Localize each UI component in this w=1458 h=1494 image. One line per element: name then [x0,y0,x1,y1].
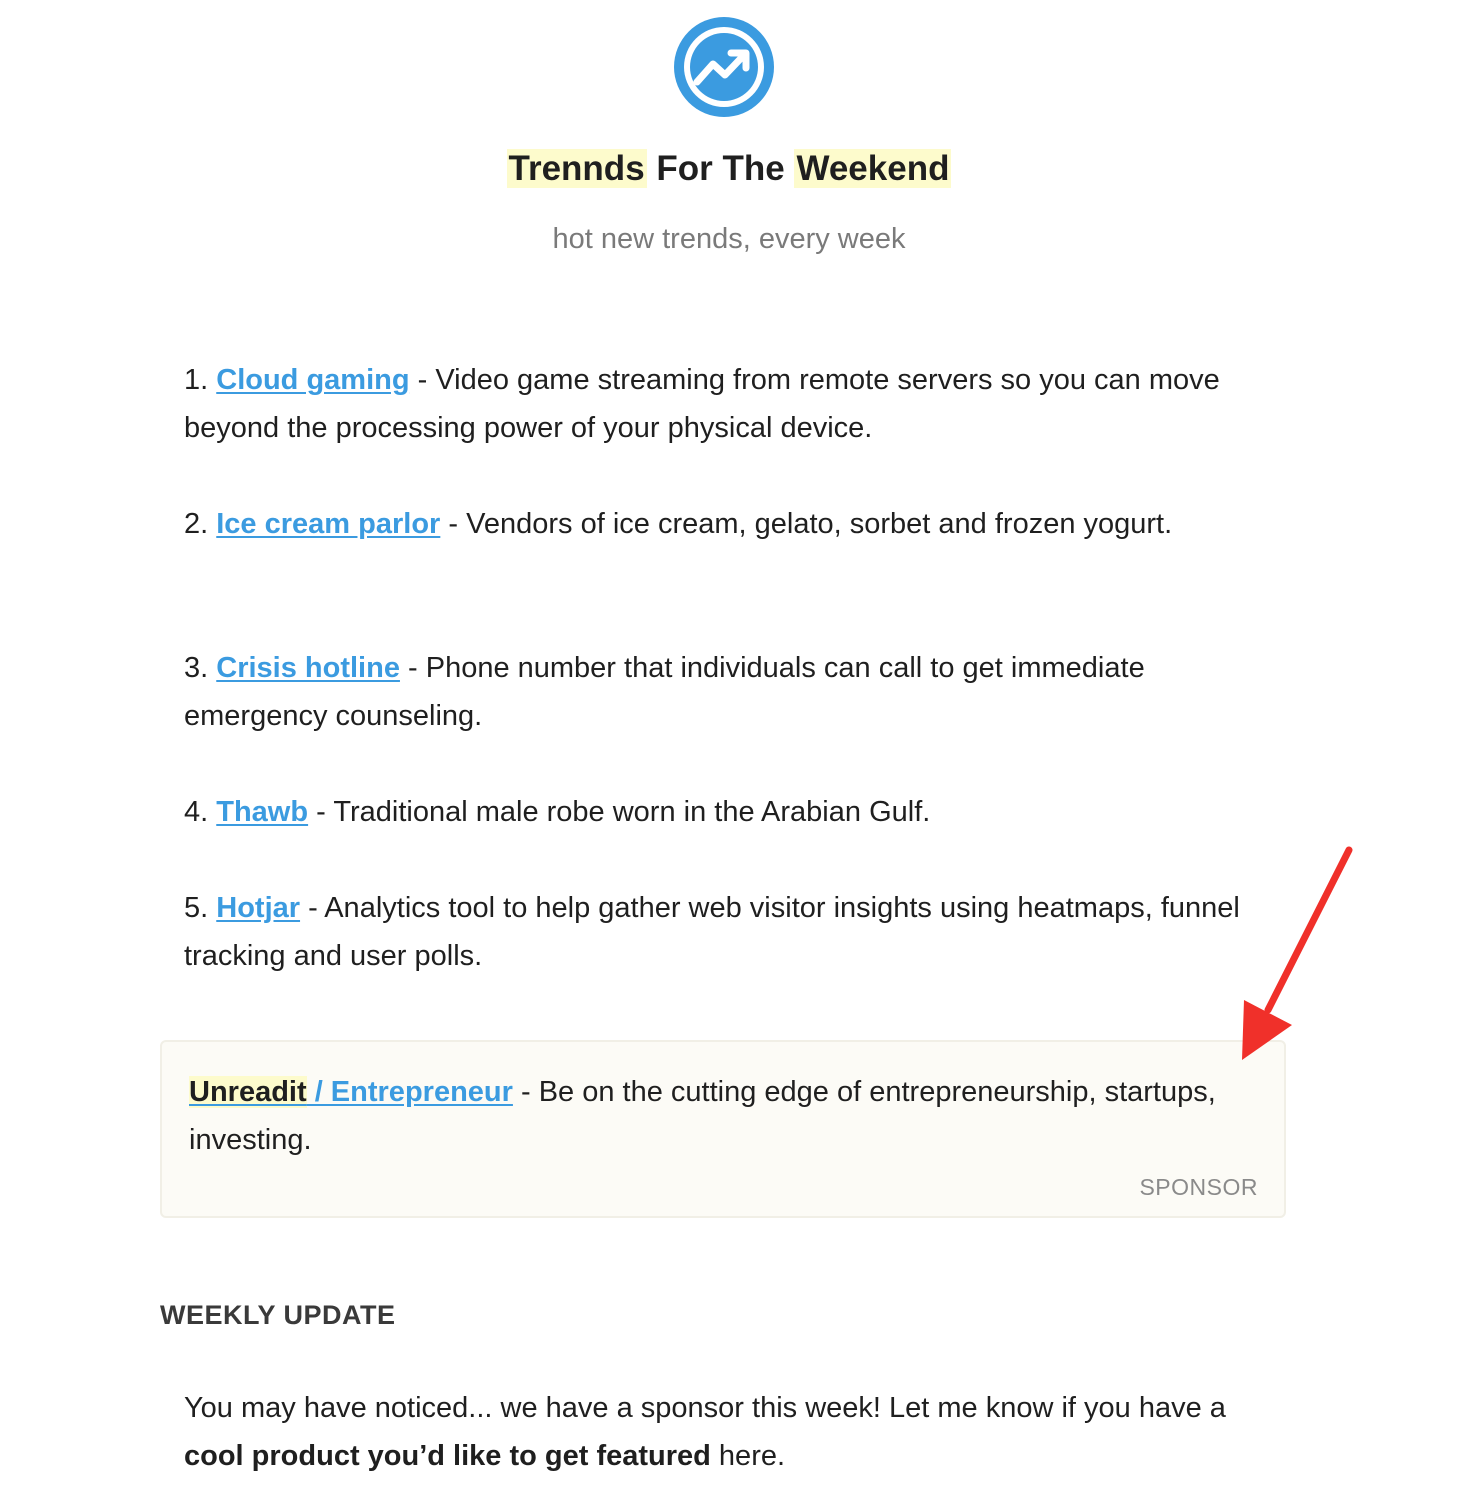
trending-up-icon [673,16,775,118]
trend-item [184,356,1274,452]
sponsor-label: SPONSOR [1139,1174,1258,1200]
trend-number: 1. [184,364,209,396]
newsletter-subtitle: hot new trends, every week [552,223,906,255]
sponsor-link[interactable] [189,1076,513,1108]
trend-item [184,500,1274,548]
trend-link-ice-cream-parlor[interactable]: Ice cream parlor [216,508,441,540]
sponsor-topic: / Entrepreneur [306,1076,513,1108]
title-highlight-trennds: Trennds [508,149,645,188]
sponsor-brand: Unreadit [189,1076,307,1108]
section-heading-weekly-update: WEEKLY UPDATE [160,1300,396,1330]
title-highlight-weekend: Weekend [796,149,950,188]
trend-description: - Analytics tool to help gather web visitor insights using heatmaps, funnel tracking and user polls. [184,892,1240,972]
newsletter-title [0,146,1458,192]
red-arrow-annotation-icon [1230,840,1370,1070]
trend-number: 4. [184,796,209,828]
sponsor-box [160,1040,1286,1218]
trend-description: - Vendors of ice cream, gelato, sorbet and frozen yogurt. [440,508,1173,540]
trend-link-cloud-gaming[interactable]: Cloud gaming [216,364,410,396]
trend-number: 3. [184,652,209,684]
sponsor-text [189,1068,1249,1164]
trend-description: - Phone number that individuals can call to get immediate emergency counseling. [184,652,1145,732]
trend-item [184,788,1274,836]
update-text-bold: cool product you’d like to get featured [184,1440,711,1472]
trend-description: - Video game streaming from remote servers so you can move beyond the processing power of your physical device. [184,364,1220,444]
update-text-after: here. [710,1440,786,1472]
update-text-before: You may have noticed... we have a sponsor this week! Let me know if you have a [184,1392,1226,1424]
trend-item [184,644,1274,740]
sponsor-description: - Be on the cutting edge of entrepreneurship, startups, investing. [189,1076,1216,1156]
trend-link-crisis-hotline[interactable]: Crisis hotline [216,652,400,684]
trend-item [184,884,1274,980]
weekly-update-text [184,1384,1274,1480]
trend-link-hotjar[interactable]: Hotjar [216,892,301,924]
trend-link-thawb[interactable]: Thawb [216,796,309,828]
trend-number: 2. [184,508,209,540]
trend-description: - Traditional male robe worn in the Arabian Gulf. [308,796,931,828]
trend-number: 5. [184,892,209,924]
title-middle: For The [646,149,795,188]
